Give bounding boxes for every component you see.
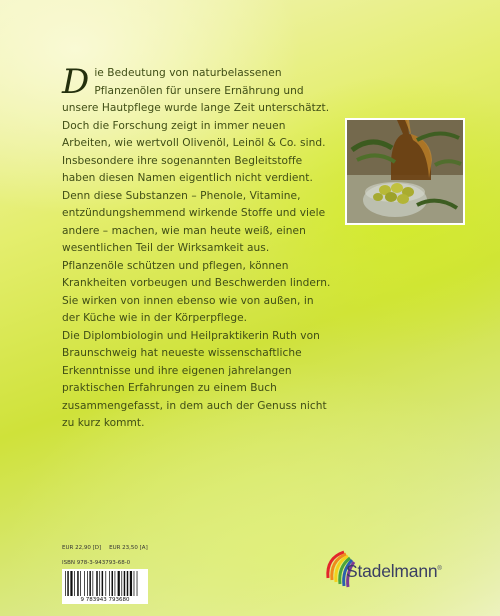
- barcode-bar: [80, 571, 81, 597]
- barcode-bar: [99, 571, 100, 597]
- barcode-bar: [92, 571, 93, 597]
- paragraph-2: Die Diplombiologin und Heilpraktikerin Ruth von Braunschweig hat neueste wissenschaftliche Erkenntnisse und ihre eigenen jahrelangen praktischen Erfahrungen zu einem Buch zusammengefasst, in dem auch der Genuss nicht zu kurz kommt.: [62, 329, 327, 429]
- dropcap: D: [62, 62, 90, 102]
- barcode-bars: [65, 571, 145, 597]
- paragraph-1: [62, 62, 334, 328]
- publisher-name: [346, 561, 442, 582]
- barcode-bar: [74, 571, 75, 597]
- barcode-bar: [96, 571, 98, 597]
- back-cover-text: [62, 62, 334, 433]
- olive-bowl-illustration: [347, 120, 463, 223]
- barcode-bar: [89, 571, 91, 597]
- isbn-label: ISBN 978-3-943793-68-0: [62, 560, 131, 566]
- barcode-bar: [70, 571, 72, 597]
- barcode-bar: [112, 571, 114, 597]
- barcode-bar: [121, 571, 122, 597]
- barcode-number: 9 783943 793680: [62, 596, 148, 604]
- barcode-bar: [134, 571, 135, 597]
- barcode-bar: [115, 571, 116, 597]
- registered-mark: ®: [437, 566, 442, 573]
- barcode-bar: [118, 571, 120, 597]
- price-info: [62, 545, 156, 551]
- barcode-bar: [105, 571, 106, 597]
- barcode-bar: [124, 571, 126, 597]
- barcode-bar: [127, 571, 129, 597]
- publisher-name-text: Stadelmann: [346, 561, 438, 581]
- paragraph-1-text: ie Bedeutung von naturbelassenen Pflanzenölen für unsere Ernährung und unsere Hautpflege wurde lange Zeit unterschätzt. Doch die Forschung zeigt in immer neuen Arbeiten, wie wertvoll Olivenöl, Leinöl & Co. sind. Insbesondere ihre sogenannten Begleitstoffe haben diesen Namen eigentlich nicht verdient. Denn diese Substanzen – Phenole, Vitamine, entzündungshemmend wirkende Stoffe und viele andere – machen, wie man heute weiß, einen wesentlichen Teil der Wirksamkeit aus. Pflanzenöle schützen und pflegen, können Krankheiten vorbeugen und Beschwerden lindern. Sie wirken von innen ebenso wie von außen, in der Küche wie in der Körperpflege.: [62, 67, 331, 324]
- barcode-bar: [87, 571, 88, 597]
- barcode-bar: [109, 571, 110, 597]
- price-austria: EUR 23,50 [A]: [109, 545, 148, 551]
- barcode-bar: [137, 571, 138, 597]
- barcode-bar: [77, 571, 79, 597]
- barcode-bar: [130, 571, 132, 597]
- price-germany: EUR 22,90 [D]: [62, 545, 102, 551]
- barcode-bar: [67, 571, 69, 597]
- olive-oil-photo: [345, 118, 465, 225]
- barcode-bar: [84, 571, 85, 597]
- barcode-bar: [65, 571, 66, 597]
- barcode-bar: [102, 571, 104, 597]
